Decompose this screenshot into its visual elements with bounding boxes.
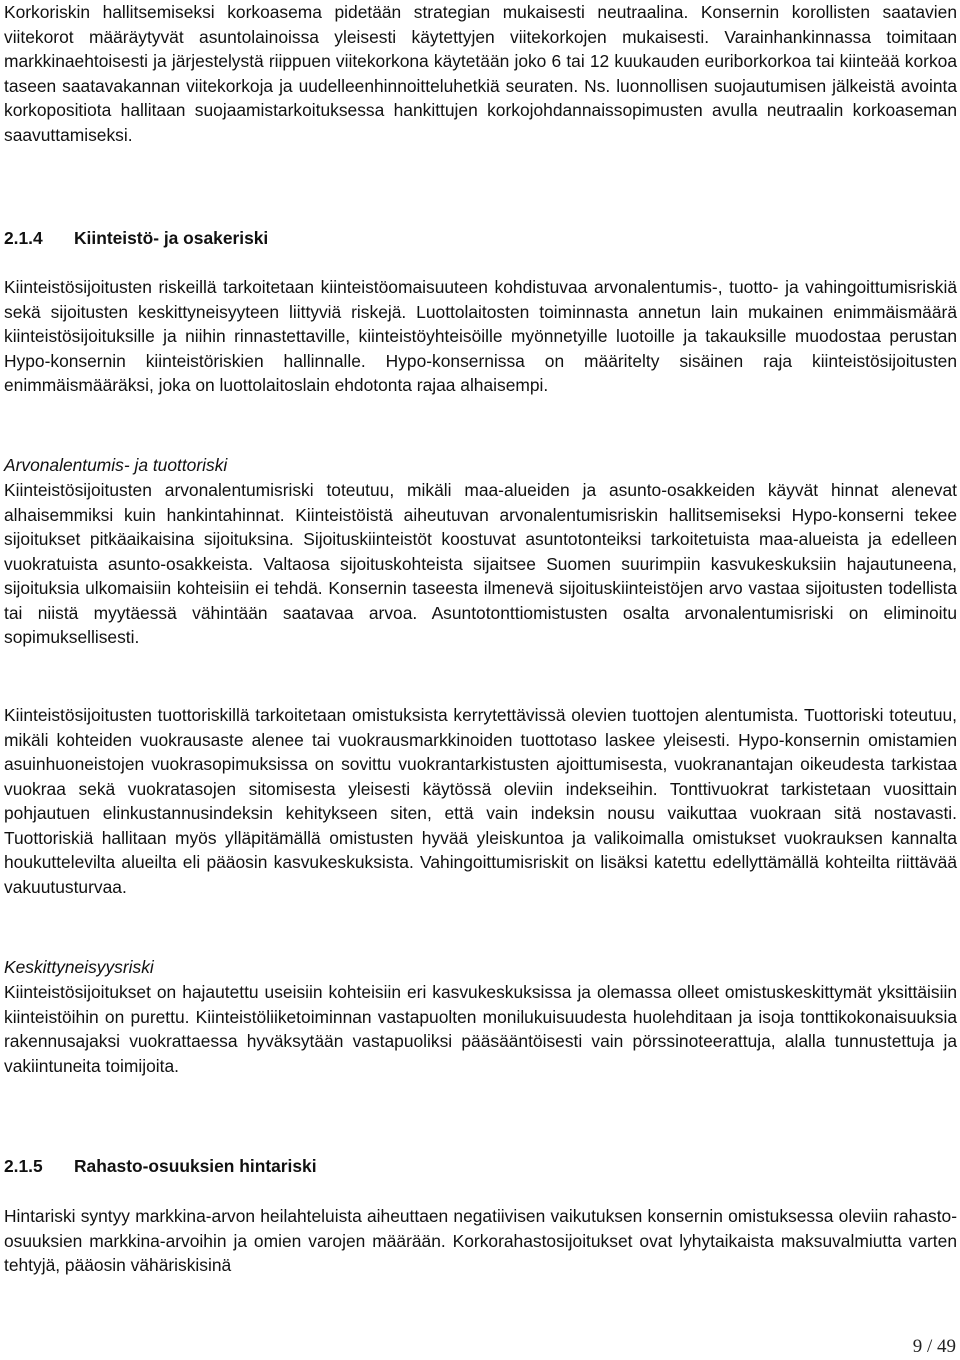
section-number: 2.1.5 bbox=[4, 1156, 43, 1176]
intro-paragraph: Korkoriskin hallitsemiseksi korkoasema pidetään strategian mukaisesti neutraalina. Konsernin korollisten saatavien viitekorot määräytyvät asuntolainoissa yleisesti käytettyjen viitekorkojen mukaisesti. Varainhankinnassa toimitaan markkinaehtoisesti ja järjestelystä riippuen viitekorkona käytetään joko 6 tai 12 kuukauden euriborkorkoa tai kiinteää korkoa taseen saatavakannan viitekorkoja ja uudelleenhinnoitteluhetkiä seuraten. Ns. luonnollisen suojautumisen jälkeistä avointa korkopositiota hallitaan suojaamistarkoituksessa hankittujen korkojohdannaissopimusten avulla neutraalin korkoaseman saavuttamiseksi. bbox=[4, 2, 957, 145]
section-heading-2-1-4 bbox=[4, 226, 957, 251]
section-title: Rahasto-osuuksien hintariski bbox=[74, 1156, 317, 1176]
page-number: 9 / 49 bbox=[912, 1336, 956, 1357]
keskittyneisyys-paragraph: Kiinteistösijoitukset on hajautettu useisiin kohteisiin eri kasvukeskuksissa ja olemassa olleet omistuskeskittymät yksittäisiin kiinteistöihin on purettu. Kiinteistöliiketoiminnan vastapuolten monilukuisuudesta huolehditaan ja isoja tonttikokonaisuuksia rakennusajaksi vuokrattaessa hyväksytään vastapuoliksi pääsääntöisesti vain pörssinoteerattuja, alalla tunnustettuja ja vakiintuneita toimijoita. bbox=[4, 982, 957, 1076]
section-title: Kiinteistö- ja osakeriski bbox=[74, 228, 269, 248]
tuottoriski-paragraph: Kiinteistösijoitusten tuottoriskillä tarkoitetaan omistuksista kerrytettävissä olevien tuottojen alentumista. Tuottoriski toteutuu, mikäli kohteiden vuokrausaste alenee tai vuokrausmarkkinoiden tuottotaso laskee yleisesti. Hypo-konsernin omistamien asuinhuoneistojen vuokrasopimuksissa on sovittu vuokrantarkistusten ajoittumisesta, vuokranantajan oikeudesta tarkistaa vuokraa sekä vuokratasojen sitomisesta yleisesti käytössä oleviin indekseihin. Tonttivuokrat tarkistetaan vuosittain pohjautuen elinkustannusindeksin kehitykseen siten, että vain indeksin nousu vaikuttaa vuokraan sitä nostavasti. Tuottoriskiä hallitaan myös ylläpitämällä omistusten hyvää yleiskuntoa ja valikoimalla omistukset vuokrauksen kannalta houkuttelevilta alueilta eli pääosin kasvukeskuksista. Vahingoittumisriskit on lisäksi katettu edellyttämällä kohteilta riittävää vakuutusturvaa. bbox=[4, 705, 957, 897]
subheading-keskittyneisyys: Keskittyneisyysriski bbox=[4, 957, 154, 977]
section-heading-2-1-5 bbox=[4, 1154, 957, 1179]
section-number: 2.1.4 bbox=[4, 228, 43, 248]
arvonalentumis-paragraph: Kiinteistösijoitusten arvonalentumisriski toteutuu, mikäli maa-alueiden ja asunto-osakkeiden käyvät hinnat alenevat alhaisemmiksi kuin hankintahinnat. Kiinteistöistä aiheutuvan arvonalentumisriskin hallitsemiseksi Hypo-konserni tekee sijoitukset pitkäaikaisina sijoituksina. Sijoituskiinteistöt koostuvat asuntotonteiksi tarkoitetuista maa-alueista ja edelleen vuokratuista asunto-osakkeista. Valtaosa sijoituskohteista sijaitsee Suomen suurimpiin kasvukeskuksiin hajautuneena, sijoituksia ulkomaisiin kohteisiin ei tehdä. Konsernin taseesta ilmenevä sijoituskiinteistöjen arvo vastaa sijoitusten todellista tai niistä myytäessä vähintään saatavaa arvoa. Asuntotonttiomistusten osalta arvonalentumisriski on eliminoitu sopimuksellisesti. bbox=[4, 480, 957, 647]
subheading-arvonalentumis: Arvonalentumis- ja tuottoriski bbox=[4, 455, 228, 475]
hintariski-paragraph: Hintariski syntyy markkina-arvon heilahteluista aiheuttaen negatiivisen vaikutuksen konsernin omistuksessa oleviin rahasto-osuuksien markkina-arvoihin ja omien varojen määrään. Korkorahastosijoitukset ovat lyhytaikaista maksuvalmiutta varten tehtyjä, pääosin vähäriskisinä bbox=[4, 1206, 957, 1275]
kiinteisto-paragraph: Kiinteistösijoitusten riskeillä tarkoitetaan kiinteistöomaisuuteen kohdistuvaa arvonalentumis-, tuotto- ja vahingoittumisriskiä sekä sijoitusten keskittyneisyyteen liittyviä riskejä. Luottolaitosten toiminnasta annetun lain mukainen enimmäismäärä kiinteistösijoituksille ja niihin rinnastettaville, kiinteistöyhteisöille myönnetyille luotoille ja takauksille muodostaa perustan Hypo-konsernin kiinteistöriskien hallinnalle. Hypo-konsernissa on määritelty sisäinen raja kiinteistösijoitusten enimmäismääräksi, joka on luottolaitoslain ehdotonta rajaa alhaisempi. bbox=[4, 277, 957, 395]
